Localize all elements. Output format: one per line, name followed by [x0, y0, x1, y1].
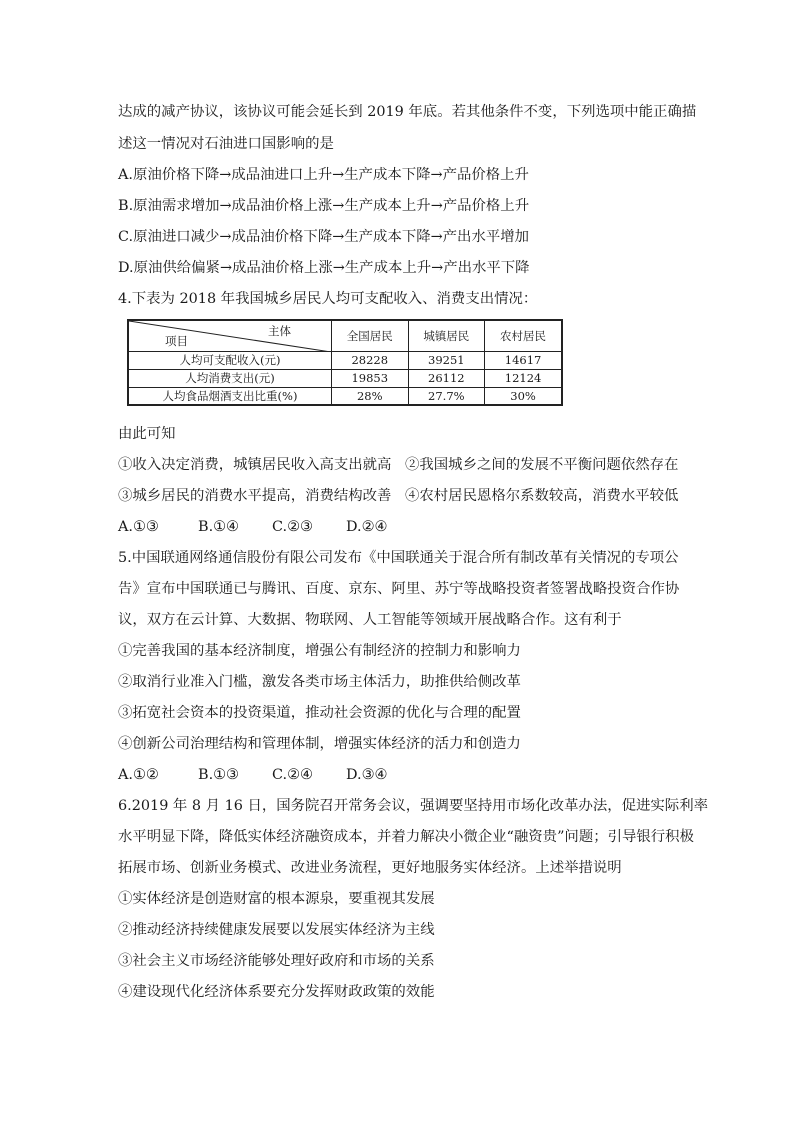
q4-statement-row-1 [118, 455, 678, 475]
table-cell: 19853 [332, 369, 409, 387]
income-expenditure-table [127, 319, 563, 406]
col-header-national: 全国居民 [332, 320, 409, 351]
table-cell: 27.7% [408, 387, 485, 405]
q3-option-c: C.原油进口减少→成品油价格下降→生产成本下降→产出水平增加 [118, 229, 530, 245]
q5-choice-c: C.②④ [272, 767, 313, 783]
q6-stem-line-1: 6.2019 年 8 月 16 日，国务院召开常务会议，强调要坚持用市场化改革办法，促进实际利率 [118, 798, 708, 814]
q4-intro: 4.下表为 2018 年我国城乡居民人均可支配收入、消费支出情况： [118, 291, 538, 307]
q5-statement-2: ②取消行业准入门槛，激发各类市场主体活力，助推供给侧改革 [118, 674, 521, 690]
table-row [128, 369, 562, 387]
table-cell: 30% [485, 387, 562, 405]
table-row [128, 351, 562, 369]
q4-choice-c: C.②③ [272, 519, 313, 535]
q3-option-a: A.原油价格下降→成品油进口上升→生产成本下降→产品价格上升 [118, 167, 529, 183]
q5-choice-b: B.①③ [198, 767, 239, 783]
table-cell: 28228 [332, 351, 409, 369]
q5-statement-1: ①完善我国的基本经济制度，增强公有制经济的控制力和影响力 [118, 643, 521, 659]
q6-statement-2: ②推动经济持续健康发展要以发展实体经济为主线 [118, 922, 435, 938]
q5-stem-line-2: 告》宣布中国联通已与腾讯、百度、京东、阿里、苏宁等战略投资者签署战略投资合作协 [118, 581, 680, 597]
q5-choice-d: D.③④ [346, 767, 388, 783]
q4-statement-2: ②我国城乡之间的发展不平衡问题依然存在 [405, 457, 679, 473]
row-label: 人均可支配收入(元) [128, 351, 332, 369]
q4-statement-row-2 [118, 486, 678, 506]
q4-statement-3: ③城乡居民的消费水平提高，消费结构改善 [118, 488, 392, 504]
row-label: 人均食品烟酒支出比重(%) [128, 387, 332, 405]
q4-choices [118, 517, 387, 537]
table-cell: 26112 [408, 369, 485, 387]
table-header-row [128, 320, 562, 351]
q3-stem-line-2: 述这一情况对石油进口国影响的是 [118, 136, 334, 152]
q5-choices [118, 765, 387, 785]
q4-choice-d: D.②④ [346, 519, 388, 535]
q4-statement-1: ①收入决定消费，城镇居民收入高支出就高 [118, 457, 392, 473]
table-cell: 39251 [408, 351, 485, 369]
corner-label-item: 项目 [165, 333, 188, 348]
corner-label-subject: 主体 [268, 324, 291, 338]
q4-lead: 由此可知 [118, 426, 176, 442]
corner-diagonal-line [129, 321, 331, 352]
q6-statement-4: ④建设现代化经济体系要充分发挥财政政策的效能 [118, 984, 435, 1000]
q6-stem-line-2: 水平明显下降，降低实体经济融资成本，并着力解决小微企业“融资贵”问题；引导银行积极 [118, 829, 694, 845]
row-label: 人均消费支出(元) [128, 369, 332, 387]
table-cell: 12124 [485, 369, 562, 387]
q5-stem-line-3: 议，双方在云计算、大数据、物联网、人工智能等领域开展战略合作。这有利于 [118, 612, 622, 628]
q6-statement-3: ③社会主义市场经济能够处理好政府和市场的关系 [118, 953, 435, 969]
q3-option-b: B.原油需求增加→成品油价格上涨→生产成本上升→产品价格上升 [118, 198, 530, 214]
table-row [128, 387, 562, 405]
q5-stem-line-1: 5.中国联通网络通信股份有限公司发布《中国联通关于混合所有制改革有关情况的专项公 [118, 550, 679, 566]
table-cell: 14617 [485, 351, 562, 369]
q6-statement-1: ①实体经济是创造财富的根本源泉，要重视其发展 [118, 891, 435, 907]
q3-option-d: D.原油供给偏紧→成品油价格上涨→生产成本上升→产出水平下降 [118, 260, 530, 276]
q4-choice-b: B.①④ [198, 519, 239, 535]
q6-stem-line-3: 拓展市场、创新业务模式、改进业务流程，更好地服务实体经济。上述举措说明 [118, 860, 622, 876]
q5-choice-a: A.①② [118, 767, 159, 783]
q5-statement-4: ④创新公司治理结构和管理体制，增强实体经济的活力和创造力 [118, 736, 521, 752]
col-header-urban: 城镇居民 [408, 320, 485, 351]
q4-statement-4: ④农村居民恩格尔系数较高，消费水平较低 [405, 488, 679, 504]
q3-stem-line-1: 达成的减产协议，该协议可能会延长到 2019 年底。若其他条件不变，下列选项中能正确描 [118, 104, 697, 120]
q5-statement-3: ③拓宽社会资本的投资渠道，推动社会资源的优化与合理的配置 [118, 705, 521, 721]
table-cell: 28% [332, 387, 409, 405]
col-header-rural: 农村居民 [485, 320, 562, 351]
table-corner-cell [128, 320, 332, 351]
q4-choice-a: A.①③ [118, 519, 159, 535]
